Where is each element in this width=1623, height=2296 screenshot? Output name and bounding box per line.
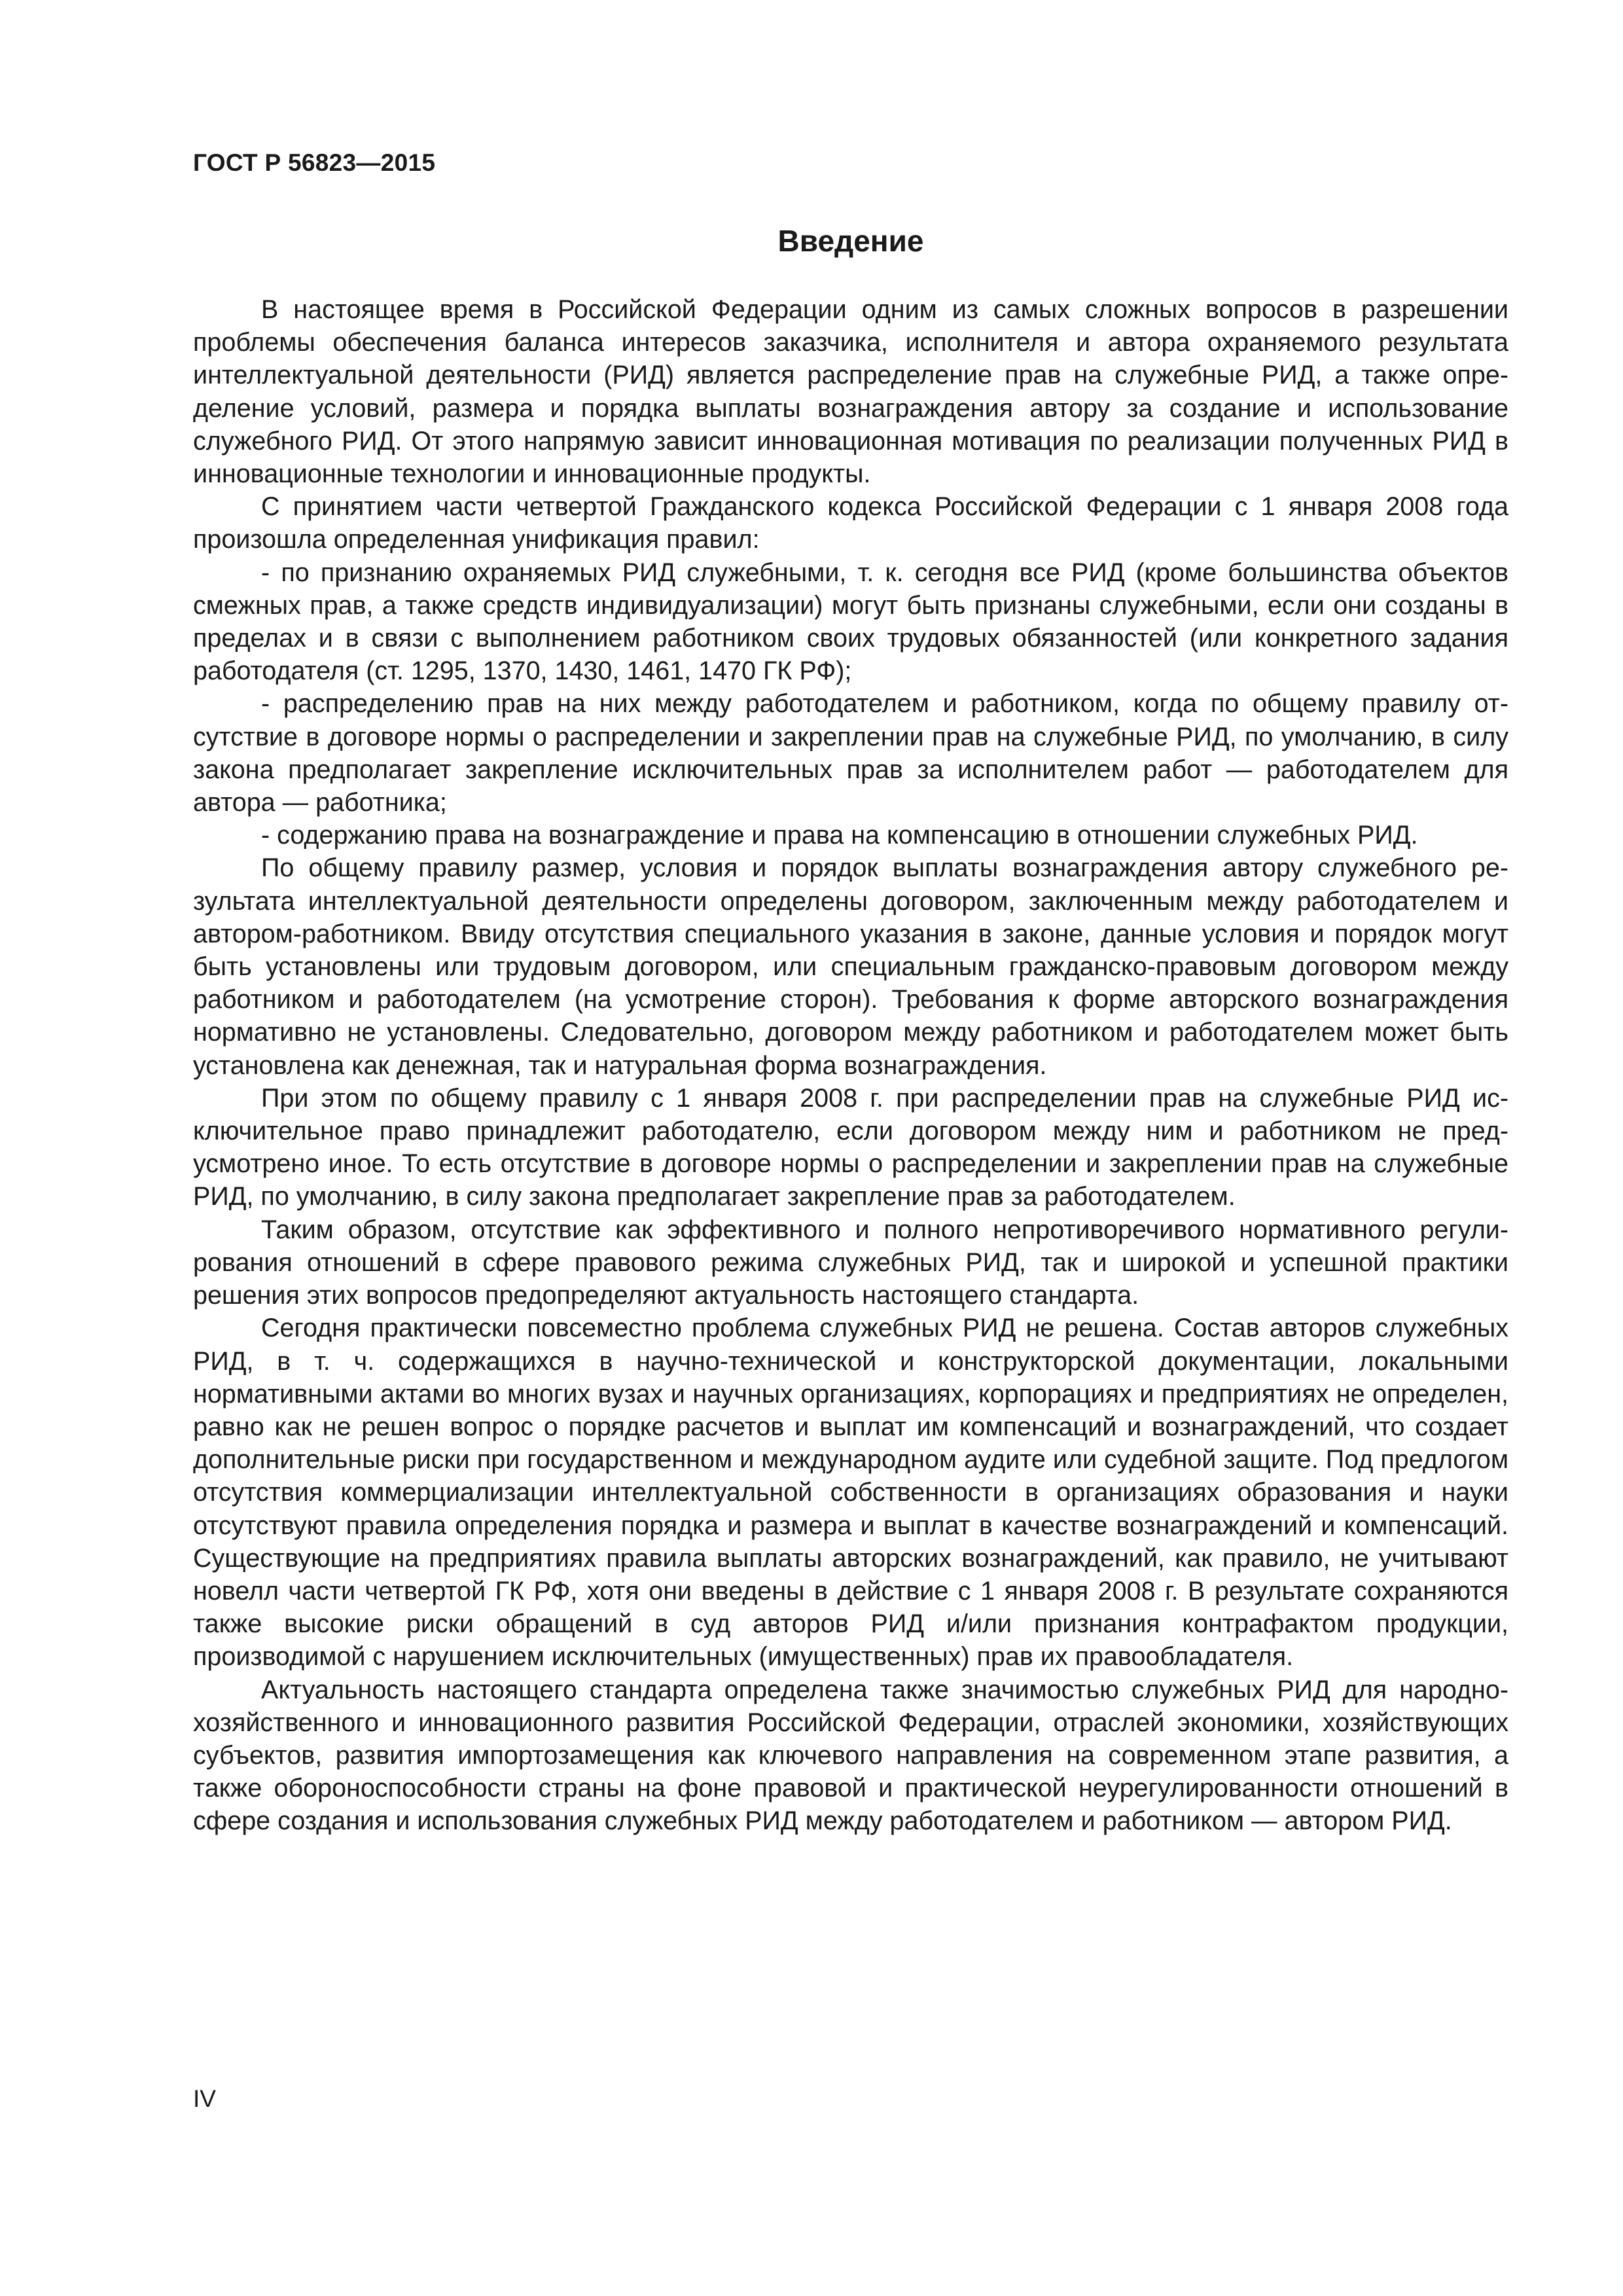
paragraph: По общему правилу размер, условия и порядок выплаты вознаграждения автору служебного результата интеллектуальной деятельности определены договором, заключенным между работодателем и автором-работником. Ввиду отсутствия специального указания в законе, данные условия и порядок могут быть установлены или трудовым договором, или специальным гражданско-правовым договором между работником и работодателем (на усмотрение сторон). Требования к форме авторского вознаграждения нормативно не установлены. Следовательно, договором между работником и работодателем может быть установлена как денежная, так и натуральная форма вознаграждения. [193,853,1508,1080]
paragraph: С принятием части четвертой Гражданского кодекса Российской Федерации с 1 января 2008 года произошла определенная унификация правил: [193,492,1508,554]
paragraph: Таким образом, отсутствие как эффективного и полного непротиворечивого нормативного регулирования отношений в сфере правового режима служебных РИД, так и широкой и успешной практики решения этих вопросов предопределяют актуальность настоящего стандарта. [193,1215,1508,1310]
body-text [193,293,1508,1838]
document-id-header: ГОСТ Р 56823—2015 [193,149,436,176]
section-title: Введение [777,224,924,258]
paragraph: При этом по общему правилу с 1 января 2008 г. при распределении прав на служебные РИД исключительное право принадлежит работодателю, если договором между ним и работником не предусмотрено иное. То есть отсутствие в договоре нормы о распределении и закреплении прав на служебные РИД, по умолчанию, в силу закона предполагает закрепление прав за работодателем. [193,1083,1508,1211]
paragraph: В настоящее время в Российской Федерации одним из самых сложных вопросов в разрешении проблемы обеспечения баланса интересов заказчика, исполнителя и автора охраняемого результата интеллектуальной деятельности (РИД) является распределение прав на служебные РИД, а также определение условий, размера и порядка выплаты вознаграждения автору за создание и использование служебного РИД. От этого напрямую зависит инновационная мотивация по реализации полученных РИД в инновационные технологии и инновационные продукты. [193,295,1508,489]
paragraph: Актуальность настоящего стандарта определена также значимостью служебных РИД для народно-хозяйственного и инновационного развития Российской Федерации, отраслей экономики, хозяйствующих субъектов, развития импортозамещения как ключевого направления на современном этапе развития, а также обороноспособности страны на фоне правовой и практической неурегулированности отношений в сфере создания и использования служебных РИД между работодателем и работником — автором РИД. [193,1675,1508,1836]
list-item: - распределению прав на них между работодателем и работником, когда по общему правилу отсутствие в договоре нормы о распределении и закреплении прав на служебные РИД, по умолчанию, в силу закона предполагает закрепление исключительных прав за исполнителем работ — работодателем для автора — работника; [193,689,1508,817]
paragraph: Сегодня практически повсеместно проблема служебных РИД не решена. Состав авторов служебных РИД, в т. ч. содержащихся в научно-технической и конструкторской документации, локальными нормативными актами во многих вузах и научных организациях, корпорациях и предприятиях не определен, равно как не решен вопрос о порядке расчетов и выплат им компенсаций и вознаграждений, что создает дополнительные риски при государственном и международном аудите или судебной защите. Под предлогом отсутствия коммерциализации интеллектуальной собственности в организациях образования и науки отсутствуют правила определения порядка и размера и выплат в качестве вознаграждений и компенсаций. Существующие на предприятиях правила выплаты авторских вознаграждений, как правило, не учитывают новелл части четвертой ГК РФ, хотя они введены в действие с 1 января 2008 г. В результате сохраняются также высокие риски обращений в суд авторов РИД и/или признания контрафактом продукции, производимой с нарушением исключительных (имущественных) прав их правообладателя. [193,1314,1508,1672]
list-item: - содержанию права на вознаграждение и права на компенсацию в отношении служебных РИД. [261,821,1418,850]
page-number: IV [193,2085,216,2112]
list-item: - по признанию охраняемых РИД служебными, т. к. сегодня все РИД (кроме большинства объектов смежных прав, а также средств индивидуализации) могут быть признаны служебными, если они созданы в пределах и в связи с выполнением работником своих трудовых обязанностей (или конкретного задания работодателя (ст. 1295, 1370, 1430, 1461, 1470 ГК РФ); [193,558,1508,686]
